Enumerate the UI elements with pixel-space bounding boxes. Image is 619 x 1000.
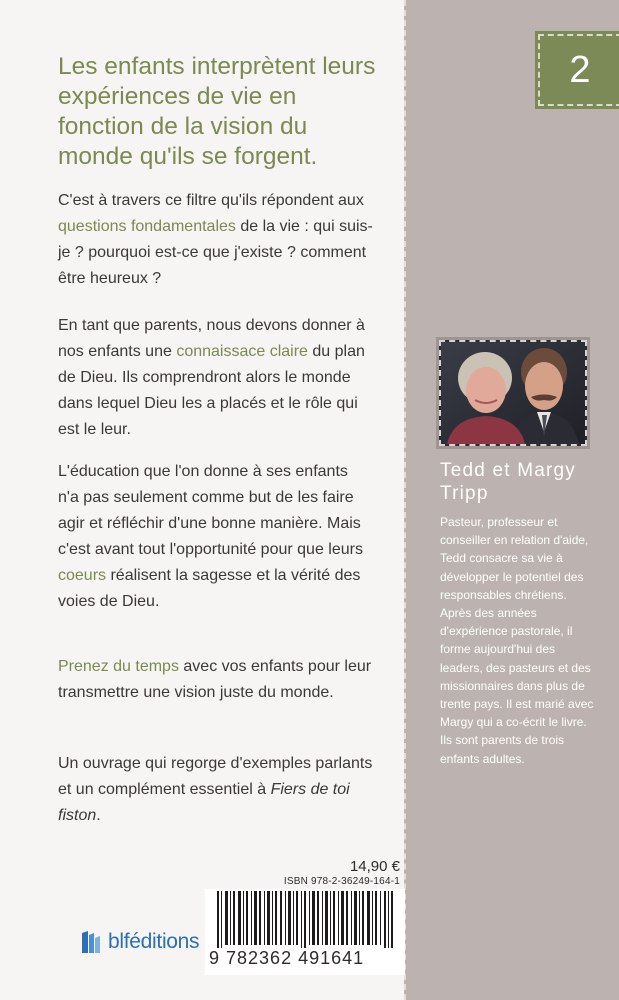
book-title-reference: Fiers de toi fiston	[58, 781, 350, 824]
highlight-coeurs: coeurs	[58, 567, 107, 584]
barcode-bars-icon	[205, 889, 405, 949]
author-bio: Pasteur, professeur et conseiller en relation d'aide, Tedd consacre sa vie à développer le potentiel des responsables chrétiens. Après des années d'expérience pastorale, il forme aujourd'hui des leaders, des pasteurs et des missionnaires dans plus de trente pays. Il est marié avec Margy qui a co-écrit le livre. Ils sont parents de trois enfants adultes.	[440, 515, 594, 766]
barcode-digits: 9 782362 491641	[205, 948, 405, 969]
price: 14,90 €	[349, 858, 400, 875]
paragraph-3: L'éducation que l'on donne à ses enfants n'a pas seulement comme but de les faire agir et réfléchir d'une bonne manière. Mais c'est avant tout l'opportunité pour que leurs coeurs réalisent la sagesse et la vérité des voies de Dieu.	[58, 463, 363, 610]
highlight-questions: questions fondamentales	[58, 218, 236, 235]
isbn: ISBN 978-2-36249-164-1	[283, 876, 400, 887]
highlight-connaissance: connaissace claire	[176, 343, 308, 360]
paragraph-5: Un ouvrage qui regorge d'exemples parlants et un complément essentiel à Fiers de toi fiston.	[58, 755, 373, 824]
publisher-logo	[80, 922, 199, 962]
publisher-name: blféditions	[108, 930, 200, 953]
highlight-prenez: Prenez du temps	[58, 658, 179, 675]
paragraph-1: C'est à travers ce filtre qu'ils répondent aux questions fondamentales de la vie : qui suis-je ? pourquoi est-ce que j'existe ? comment être heureux ?	[58, 192, 373, 287]
page-number-badge: 2	[538, 34, 619, 106]
author-name: Tedd et Margy Tripp	[440, 460, 576, 504]
paragraph-2: En tant que parents, nous devons donner à nos enfants une connaissace claire du plan de Dieu. Ils comprendront alors le monde dans lequel Dieu les a placés et le rôle qui est le leur.	[58, 317, 365, 438]
author-photo	[439, 340, 587, 446]
paragraph-4: Prenez du temps avec vos enfants pour leur transmettre une vision juste du monde.	[58, 658, 372, 701]
headline: Les enfants interprètent leurs expériences de vie en fonction de la vision du monde qu'ils se forgent.	[58, 53, 376, 170]
publisher-book-icon	[80, 929, 102, 955]
